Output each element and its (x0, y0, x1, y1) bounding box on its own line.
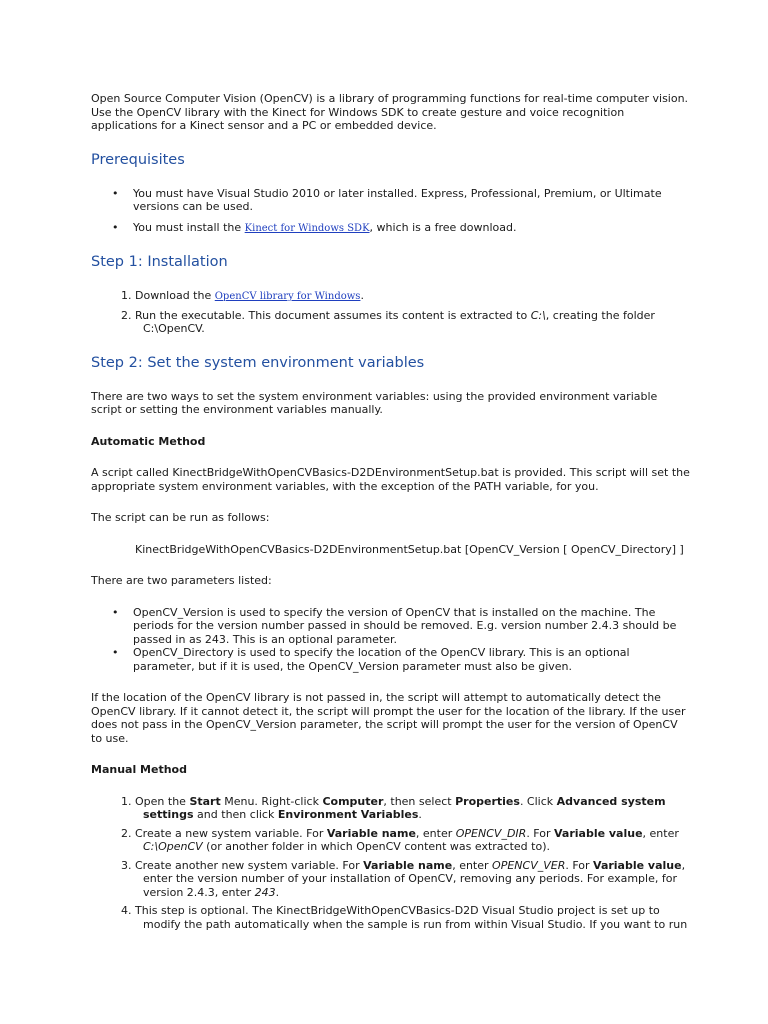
step-text: Menu. Right-click (220, 794, 323, 808)
bullet-icon: • (112, 605, 119, 619)
variable-name: OPENCV_DIR (455, 826, 527, 840)
automatic-paragraph: The script can be run as follows: (91, 511, 270, 524)
variable-value: 243 (254, 885, 276, 899)
step-text: Run the executable. This document assumes its content is extracted to (135, 308, 531, 322)
step-text: , enter (415, 826, 456, 840)
step-text: , then select (383, 794, 456, 808)
step1-heading: Step 1: Installation (91, 254, 228, 270)
automatic-method-heading: Automatic Method (91, 434, 206, 448)
ui-term: Properties (455, 794, 520, 808)
list-item (91, 606, 691, 647)
manual-method-heading: Manual Method (91, 763, 187, 776)
list-item (91, 827, 691, 854)
step-text: This step is optional. The KinectBridgeWithOpenCVBasics-D2D Visual Studio project is set up to modify the path automatically when the sample is run from within Visual Studio. If you want to run (135, 904, 688, 931)
step-number: 1. (121, 794, 132, 808)
path-text: C:\ (530, 308, 546, 322)
list-item (91, 904, 691, 931)
step-text: Create another new system variable. For (135, 858, 364, 872)
step-number: 3. (121, 858, 132, 872)
step-text: Open the (135, 794, 190, 808)
ui-term: Start (189, 794, 221, 808)
step-text: Download the (135, 289, 215, 302)
list-item (91, 309, 691, 336)
list-item (91, 221, 691, 236)
list-item (91, 795, 691, 822)
list-item (91, 187, 691, 214)
step-text: . (360, 289, 364, 302)
bullet-icon: • (112, 220, 119, 234)
ui-term: Environment Variables (277, 808, 419, 821)
intro-paragraph: Open Source Computer Vision (OpenCV) is a library of programming functions for real-time computer vision. Use the OpenCV library with the Kinect for Windows SDK to create gesture and voice recognition applications for a Kinect sensor and a PC or embedded device. (91, 92, 689, 132)
step-text: . For (565, 858, 594, 872)
prereq-item-text: , which is a free download. (369, 220, 517, 234)
step-text: and then click (193, 808, 278, 821)
variable-value: C:\OpenCV (143, 840, 203, 853)
prereq-item-text: You must install the (133, 220, 245, 234)
ui-term: Variable name (326, 826, 416, 840)
step-text: . For (526, 826, 554, 840)
list-item (91, 859, 691, 900)
prerequisites-list (91, 187, 691, 236)
manual-steps (91, 795, 691, 932)
step2-intro: There are two ways to set the system environment variables: using the provided environment variable script or setting the environment variables manually. (91, 389, 658, 416)
kinect-sdk-link[interactable]: Kinect for Windows SDK (244, 222, 370, 234)
step-text: . (418, 808, 422, 821)
variable-name: OPENCV_VER (492, 858, 566, 872)
step2-heading: Step 2: Set the system environment variables (91, 354, 425, 371)
opencv-library-link[interactable]: OpenCV library for Windows (214, 291, 361, 302)
step-text: , enter (452, 858, 493, 872)
step-text: . (275, 885, 280, 899)
bullet-icon: • (112, 646, 119, 659)
parameter-text: OpenCV_Version is used to specify the version of OpenCV that is installed on the machine. The periods for the version number passed in should be removed. E.g. version number 2.4.3 should be passed in as 243. This is an optional parameter. (133, 605, 677, 646)
step-number: 1. (121, 289, 132, 302)
ui-term: Variable value (554, 826, 643, 840)
step-text: . Click (519, 794, 557, 808)
list-item (91, 289, 691, 304)
step-text: , enter the version number of your installation of OpenCV, removing any periods. For example, for version 2.4.3, enter (143, 858, 686, 899)
bullet-icon: • (112, 186, 119, 200)
parameters-intro: There are two parameters listed: (91, 574, 272, 587)
list-item (91, 646, 691, 673)
step-text: Create a new system variable. For (135, 826, 327, 840)
step-number: 2. (121, 308, 132, 322)
automatic-paragraph: If the location of the OpenCV library is not passed in, the script will attempt to automatically detect the OpenCV library. If it cannot detect it, the script will prompt the user for the location of the library. If the user does not pass in the OpenCV_Version parameter, the script will prompt the user for the version of OpenCV to use. (91, 691, 686, 745)
step-text: (or another folder in which OpenCV content was extracted to). (202, 840, 550, 853)
parameters-list (91, 606, 691, 674)
ui-term: Computer (322, 794, 384, 808)
command-line: KinectBridgeWithOpenCVBasics-D2DEnvironmentSetup.bat [OpenCV_Version [ OpenCV_Directory] ] (135, 542, 684, 556)
step-text: , enter (642, 826, 679, 840)
ui-term: Variable value (593, 858, 682, 872)
installation-steps (91, 289, 691, 336)
automatic-paragraph: A script called KinectBridgeWithOpenCVBasics-D2DEnvironmentSetup.bat is provided. This script will set the appropriate system environment variables, with the exception of the PATH variable, for you. (91, 466, 690, 493)
step-number: 4. (121, 904, 132, 917)
document-page (91, 92, 691, 936)
prerequisites-heading: Prerequisites (91, 151, 185, 168)
ui-term: Advanced system settings (143, 794, 666, 821)
parameter-text: OpenCV_Directory is used to specify the location of the OpenCV library. This is an optional parameter, but if it is used, the OpenCV_Version parameter must also be given. (133, 646, 630, 673)
ui-term: Variable name (363, 858, 453, 872)
step-text: , creating the folder C:\OpenCV. (143, 308, 655, 335)
prereq-item-text: You must have Visual Studio 2010 or later installed. Express, Professional, Premium, or Ultimate versions can be used. (133, 186, 662, 213)
step-number: 2. (121, 826, 132, 840)
